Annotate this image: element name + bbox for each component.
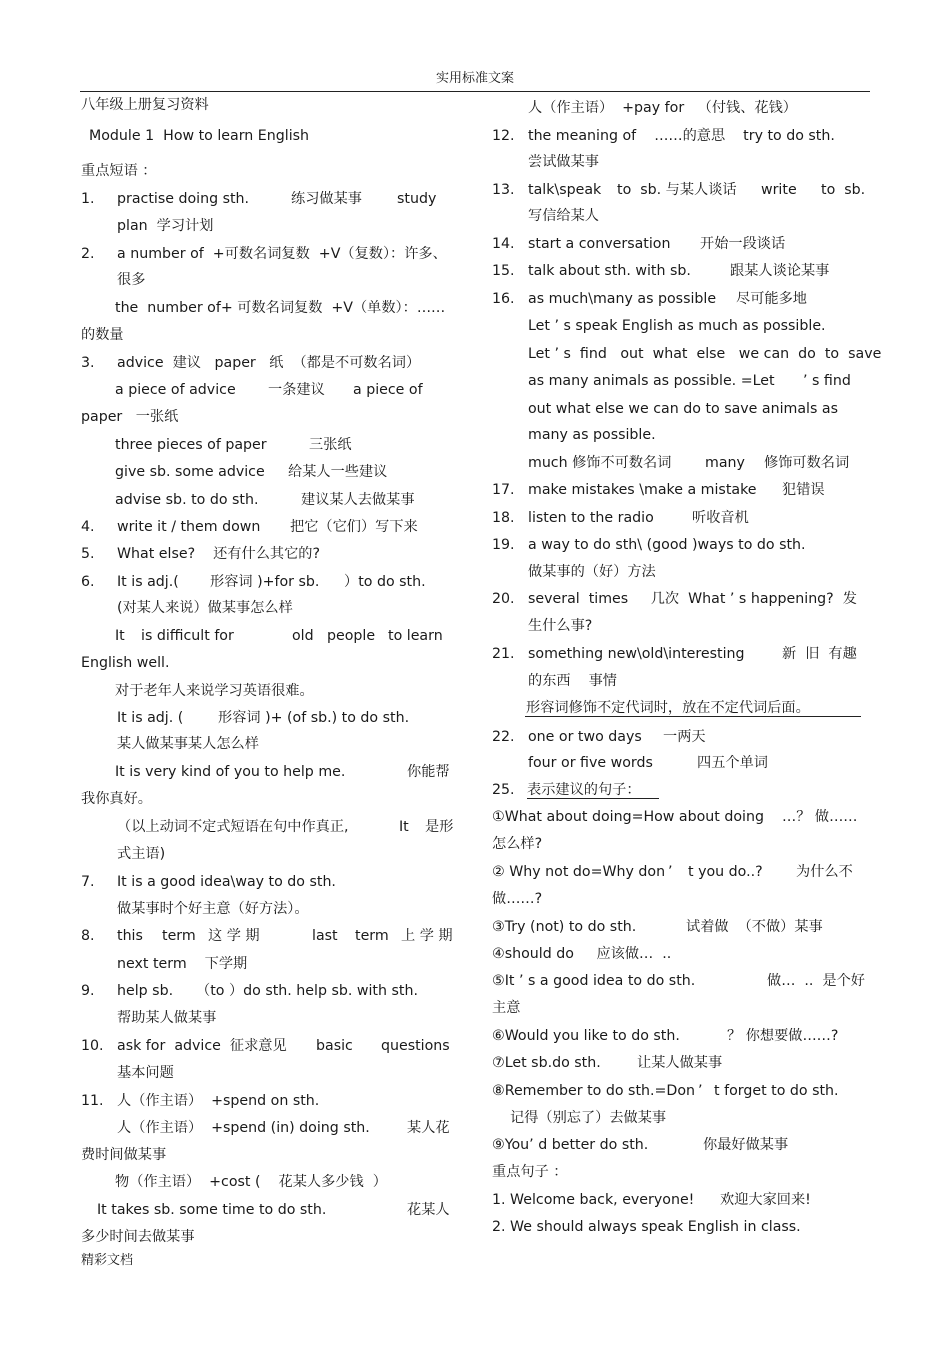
text-line	[81, 354, 421, 372]
text-line	[115, 491, 415, 509]
text-segment: 很多	[117, 272, 146, 288]
text-segment: study	[397, 191, 437, 207]
text-segment: 形容词修饰不定代词时，放在不定代词后面。	[526, 700, 810, 716]
text-segment: make mistakes \make a mistake	[528, 482, 757, 498]
text-segment: 19.	[492, 537, 515, 553]
text-segment: advice 建议 paper 纸 （都是不可数名词）	[117, 355, 421, 371]
text-line	[115, 763, 450, 781]
text-segment: next term 下学期	[117, 956, 248, 972]
text-segment: ’	[668, 864, 673, 880]
text-segment: one or two days	[528, 729, 642, 745]
text-line	[492, 509, 749, 527]
text-segment: 人（作主语） +pay for （付钱、花钱）	[528, 100, 797, 116]
text-line	[97, 1201, 450, 1219]
text-line	[81, 982, 418, 1000]
text-segment: as many animals as possible. =Let	[528, 373, 775, 389]
text-line	[117, 1064, 174, 1082]
text-segment: 物（作主语） +cost ( 花某人多少钱 ）	[115, 1174, 387, 1190]
text-line	[528, 617, 592, 635]
text-line	[89, 127, 309, 145]
text-segment: 做……?	[492, 891, 543, 907]
text-segment: 建议某人去做某事	[301, 492, 415, 508]
text-segment: the meaning of ……的意思 try to do sth.	[528, 128, 835, 144]
text-segment: help sb.	[117, 983, 174, 999]
text-segment: old	[292, 628, 314, 644]
text-segment: 16.	[492, 291, 515, 307]
text-line	[81, 190, 437, 208]
text-segment: 14.	[492, 236, 515, 252]
text-line	[492, 1218, 801, 1236]
underline-rule	[527, 798, 659, 799]
text-segment: 重点短语 ：	[81, 163, 157, 179]
text-segment: write it / them down	[117, 519, 261, 535]
text-segment: a piece of advice	[115, 382, 236, 398]
text-segment: It is a good idea\way to do sth.	[117, 874, 336, 890]
text-line	[492, 972, 865, 990]
text-segment: …？ 做……	[782, 809, 858, 825]
text-segment: 我你真好。	[81, 791, 152, 807]
text-line	[81, 654, 169, 672]
text-segment: 15.	[492, 263, 515, 279]
text-segment: 做某事时个好主意（好方法）。	[117, 901, 309, 917]
text-segment: 人（作主语） +spend on sth.	[117, 1093, 320, 1109]
text-segment: 给某人一些建议	[288, 464, 388, 480]
text-line	[528, 426, 656, 444]
text-segment: 花某人	[407, 1202, 450, 1218]
text-segment: a piece of	[353, 382, 423, 398]
text-segment: 的东西 事情	[528, 673, 617, 689]
text-segment: It takes sb. some time to do sth.	[97, 1202, 327, 1218]
text-segment: 主意	[492, 1000, 521, 1016]
text-segment: 人（作主语） +spend (in) doing sth.	[117, 1120, 370, 1136]
text-line	[81, 96, 209, 114]
text-segment: 2.	[81, 246, 95, 262]
text-line	[81, 326, 124, 344]
text-line	[492, 918, 823, 936]
text-segment: ② Why not do=Why don	[492, 864, 666, 880]
text-segment: term	[162, 928, 196, 944]
text-segment: 重点句子 ：	[492, 1164, 568, 1180]
text-segment: 5.	[81, 546, 95, 562]
text-segment: 欢迎大家回来!	[720, 1192, 811, 1208]
text-line	[117, 955, 247, 973]
text-segment: four or five words	[528, 755, 653, 771]
text-segment: 13.	[492, 182, 515, 198]
text-line	[492, 835, 542, 853]
text-segment: 7.	[81, 874, 95, 890]
header-rule	[80, 91, 870, 92]
text-line	[492, 999, 520, 1017]
text-segment: much 修饰不可数名词	[528, 455, 672, 471]
text-line	[81, 573, 426, 591]
text-line	[492, 1082, 839, 1100]
text-segment: 你能帮	[407, 764, 450, 780]
text-segment: 这 学 期	[208, 928, 260, 944]
text-segment: 12.	[492, 128, 515, 144]
text-segment: 一条建议	[268, 382, 325, 398]
text-line	[117, 709, 410, 727]
text-segment: English well.	[81, 655, 170, 671]
text-segment: ①What about doing=How about doing	[492, 809, 764, 825]
text-segment: Module 1 How to learn English	[89, 128, 310, 144]
text-segment: 11.	[81, 1093, 104, 1109]
text-segment: people	[327, 628, 376, 644]
text-line	[492, 1163, 567, 1181]
text-line	[81, 245, 447, 263]
text-segment: ⑦Let sb.do sth.	[492, 1055, 601, 1071]
text-segment: 四五个单词	[697, 755, 768, 771]
text-segment: 一两天	[663, 729, 706, 745]
text-segment: 你最好做某事	[703, 1137, 789, 1153]
text-segment: many as possible.	[528, 427, 656, 443]
text-line	[115, 299, 445, 317]
text-segment: plan 学习计划	[117, 218, 214, 234]
text-segment: 形容词 )+ (of sb.) to do sth.	[218, 710, 410, 726]
text-segment: It is adj.(	[117, 574, 179, 590]
text-line	[492, 645, 857, 663]
text-line	[115, 1173, 387, 1191]
text-segment: 某人花	[407, 1120, 450, 1136]
text-segment: 新 旧 有趣	[782, 646, 857, 662]
text-segment: 表示建议的句子：	[527, 782, 641, 798]
text-line	[117, 818, 454, 836]
text-segment: ④should do 应该做… ..	[492, 946, 672, 962]
text-line	[115, 627, 443, 645]
text-line	[81, 790, 152, 808]
text-line	[81, 1228, 195, 1246]
text-segment: 写信给某人	[528, 208, 599, 224]
text-segment: t you do..?	[688, 864, 763, 880]
text-line	[528, 672, 617, 690]
text-line	[117, 1119, 450, 1137]
text-segment: talk\speak	[528, 182, 602, 198]
text-segment: 多少时间去做某事	[81, 1229, 195, 1245]
text-segment: 4.	[81, 519, 95, 535]
text-segment: 生什么事?	[528, 618, 593, 634]
text-segment: several times 几次 What ’ s happening? 发	[528, 591, 857, 607]
text-segment: 1.	[81, 191, 95, 207]
text-line	[117, 845, 165, 863]
text-segment: ③Try (not) to do sth.	[492, 919, 637, 935]
text-line	[81, 873, 336, 891]
text-line	[81, 927, 453, 945]
text-segment: 练习做某事	[291, 191, 362, 207]
text-segment: ⑤It ’ s a good idea to do sth.	[492, 973, 696, 989]
text-segment: 的数量	[81, 327, 124, 343]
text-segment: 费时间做某事	[81, 1147, 167, 1163]
text-segment: 是形	[425, 819, 454, 835]
text-segment: 式主语)	[117, 846, 166, 862]
text-segment: questions	[381, 1038, 450, 1054]
text-segment: Let ’ s speak English as much as possible.	[528, 318, 826, 334]
text-segment: a number of +可数名词复数 +V（复数）：许多、	[117, 246, 447, 262]
text-line	[115, 381, 423, 399]
text-line	[492, 536, 806, 554]
text-segment: (对某人来说）做某事怎么样	[117, 600, 293, 616]
text-line	[492, 127, 835, 145]
text-line	[81, 518, 418, 536]
text-segment: 22.	[492, 729, 515, 745]
text-segment: 记得（别忘了）去做某事	[510, 1110, 667, 1126]
text-segment: ask for advice 征求意见	[117, 1038, 287, 1054]
text-segment: 形容词 )+for sb.	[210, 574, 320, 590]
text-segment: 试着做 （不做）某事	[686, 919, 823, 935]
text-line	[117, 217, 213, 235]
text-segment: （to ）do sth. help sb. with sth.	[196, 983, 418, 999]
text-segment: 21.	[492, 646, 515, 662]
text-line	[492, 890, 542, 908]
text-line	[492, 590, 857, 608]
text-segment: to learn	[388, 628, 443, 644]
text-segment: 跟某人谈论某事	[730, 263, 830, 279]
text-line	[510, 1109, 666, 1127]
text-segment: 20.	[492, 591, 515, 607]
text-segment: 修饰可数名词	[764, 455, 850, 471]
text-segment: three pieces of paper	[115, 437, 267, 453]
text-segment: 18.	[492, 510, 515, 526]
text-segment: term	[355, 928, 389, 944]
text-segment: 某人做某事某人怎么样	[117, 736, 259, 752]
text-segment: the number of+ 可数名词复数 +V（单数）：……	[115, 300, 446, 316]
text-line	[492, 781, 641, 799]
text-segment: What else? 还有什么其它的?	[117, 546, 320, 562]
text-segment: 帮助某人做某事	[117, 1010, 217, 1026]
text-segment: write	[761, 182, 797, 198]
text-line	[492, 1054, 723, 1072]
text-segment: t forget to do sth.	[714, 1083, 839, 1099]
text-line	[81, 1092, 320, 1110]
text-line	[492, 863, 853, 881]
text-segment: 尝试做某事	[528, 154, 599, 170]
text-segment: out what else we can do to save animals as	[528, 401, 838, 417]
text-line	[81, 1037, 450, 1055]
text-segment: 犯错误	[782, 482, 825, 498]
text-line	[528, 317, 826, 335]
text-segment: 把它（它们）写下来	[290, 519, 418, 535]
text-segment: talk about sth. with sb.	[528, 263, 691, 279]
text-line	[492, 808, 858, 826]
text-segment: 听收音机	[692, 510, 749, 526]
text-segment: ⑨You’ d better do sth.	[492, 1137, 649, 1153]
text-segment: 8.	[81, 928, 95, 944]
text-segment: 怎么样?	[492, 836, 543, 852]
text-segment: ’	[698, 1083, 703, 1099]
text-segment: many	[705, 455, 745, 471]
text-line	[492, 481, 825, 499]
text-segment: 上 学 期	[401, 928, 453, 944]
text-line	[115, 463, 388, 481]
text-segment: listen to the radio	[528, 510, 654, 526]
text-segment: 10.	[81, 1038, 104, 1054]
text-segment: give sb. some advice	[115, 464, 265, 480]
text-segment: 为什么不	[796, 864, 853, 880]
text-segment: 基本问题	[117, 1065, 174, 1081]
text-segment: to sb. 与某人谈话	[617, 182, 737, 198]
text-line	[117, 1009, 216, 1027]
text-segment: a way to do sth\ (good )ways to do sth.	[528, 537, 806, 553]
text-segment: It is very kind of you to help me.	[115, 764, 346, 780]
text-segment: basic	[316, 1038, 353, 1054]
text-segment: 三张纸	[309, 437, 352, 453]
text-segment: paper 一张纸	[81, 409, 179, 425]
text-segment: 开始一段谈话	[700, 236, 786, 252]
text-line	[81, 1146, 166, 1164]
text-segment: Let ’ s find out what else we can do to save	[528, 346, 882, 362]
text-line	[117, 271, 145, 289]
text-segment: It is adj. (	[117, 710, 184, 726]
text-segment: is difficult for	[141, 628, 234, 644]
text-line	[528, 400, 838, 418]
text-segment: 25.	[492, 782, 515, 798]
text-segment: 1. Welcome back, everyone!	[492, 1192, 695, 1208]
text-line	[492, 181, 866, 199]
text-segment: 对于老年人来说学习英语很难。	[115, 683, 314, 699]
text-segment: practise doing sth.	[117, 191, 250, 207]
text-segment: 6.	[81, 574, 95, 590]
text-segment: 让某人做某事	[637, 1055, 723, 1071]
text-line	[492, 290, 807, 308]
text-line	[81, 408, 178, 426]
text-segment: 9.	[81, 983, 95, 999]
text-line	[492, 262, 830, 280]
text-line	[492, 1027, 839, 1045]
text-segment: ？ 你想要做……?	[727, 1028, 839, 1044]
text-segment: It	[115, 628, 125, 644]
text-segment: （以上动词不定式短语在句中作真正,	[117, 819, 349, 835]
text-segment: to sb.	[821, 182, 866, 198]
text-line	[492, 728, 706, 746]
text-segment: ）to do sth.	[344, 574, 426, 590]
text-segment: advise sb. to do sth.	[115, 492, 259, 508]
text-segment: 尽可能多地	[736, 291, 807, 307]
text-line	[528, 153, 599, 171]
text-segment: last	[312, 928, 338, 944]
text-line	[528, 563, 656, 581]
text-segment: ⑥Would you like to do sth.	[492, 1028, 680, 1044]
text-line	[117, 900, 309, 918]
text-segment: 做… .. 是个好	[767, 973, 865, 989]
text-line	[492, 945, 671, 963]
text-segment: ⑧Remember to do sth.=Don	[492, 1083, 696, 1099]
text-line	[526, 699, 810, 717]
text-segment: It	[399, 819, 409, 835]
text-line	[115, 436, 352, 454]
text-segment: 做某事的（好）方法	[528, 564, 656, 580]
text-line	[81, 162, 156, 180]
text-line	[117, 735, 259, 753]
page-header: 实用标准文案	[435, 71, 514, 86]
text-line	[528, 372, 851, 390]
text-line	[528, 754, 768, 772]
text-line	[528, 207, 599, 225]
text-segment: as much\many as possible	[528, 291, 717, 307]
text-segment: 17.	[492, 482, 515, 498]
text-segment: 八年级上册复习资料	[81, 97, 209, 113]
text-segment: something new\old\interesting	[528, 646, 745, 662]
text-line	[492, 1136, 789, 1154]
text-segment: this	[117, 928, 143, 944]
text-segment: 2. We should always speak English in class.	[492, 1219, 801, 1235]
text-segment: 3.	[81, 355, 95, 371]
text-line	[492, 1191, 811, 1209]
text-line	[528, 99, 797, 117]
text-segment: start a conversation	[528, 236, 671, 252]
text-line	[81, 545, 320, 563]
text-line	[528, 345, 881, 363]
text-line	[115, 682, 314, 700]
text-line	[528, 454, 850, 472]
underline-rule	[525, 716, 861, 717]
page-footer: 精彩文档	[81, 1253, 134, 1268]
text-line	[117, 599, 293, 617]
text-line	[492, 235, 786, 253]
text-segment: ’ s find	[803, 373, 851, 389]
